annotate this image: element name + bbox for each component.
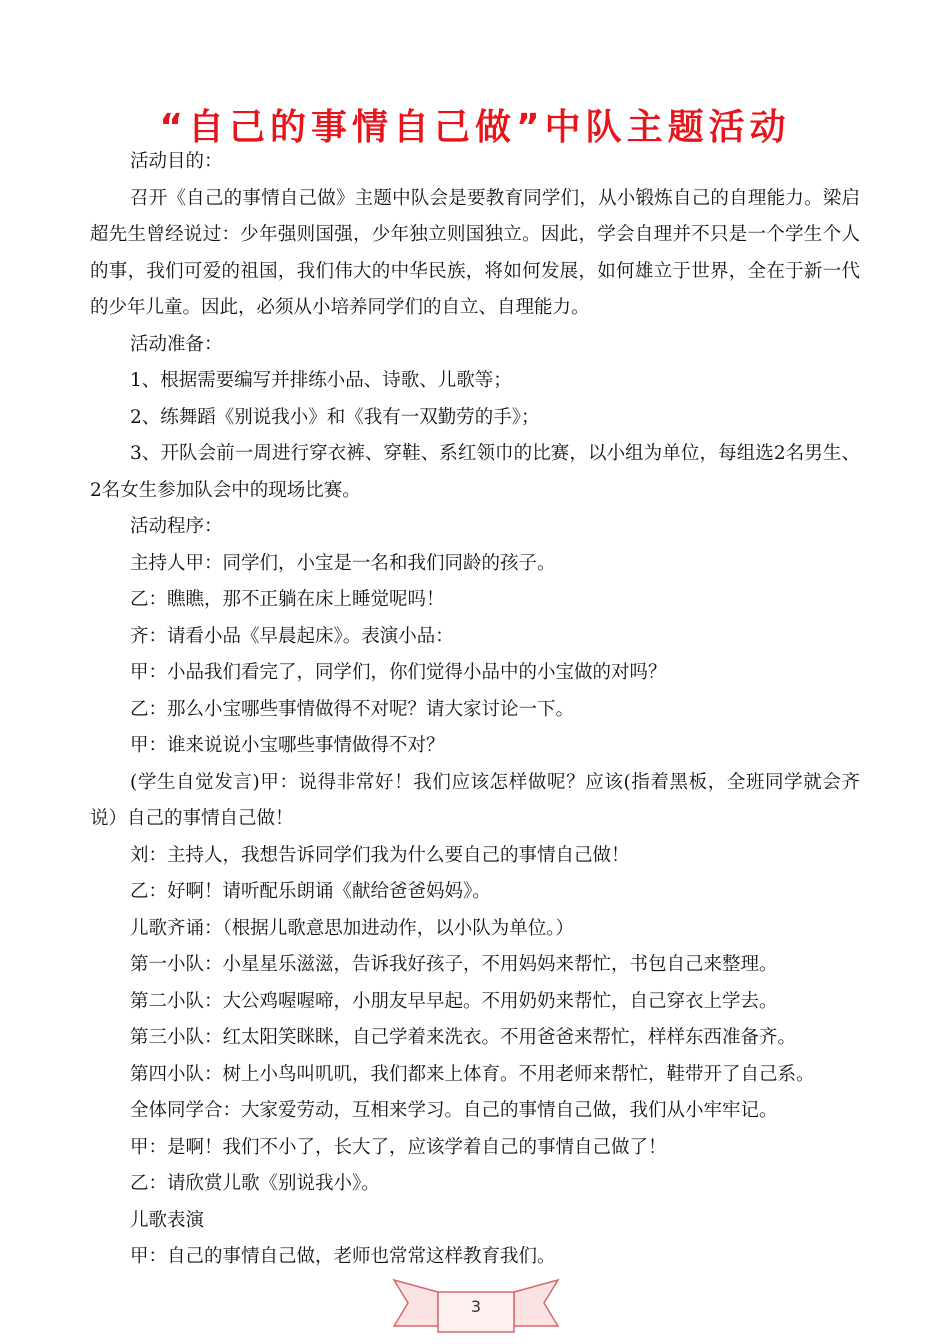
body-paragraph: 刘：主持人，我想告诉同学们我为什么要自己的事情自己做！ xyxy=(130,844,630,866)
body-paragraph: 乙：瞧瞧，那不正躺在床上睡觉呢吗！ xyxy=(130,589,445,610)
body-paragraph: 甲：小品我们看完了，同学们，你们觉得小品中的小宝做的对吗？ xyxy=(130,662,667,683)
body-paragraph: 第四小队：树上小鸟叫叽叽，我们都来上体育。不用老师来帮忙，鞋带开了自己系。 xyxy=(130,1063,815,1085)
page-number: 3 xyxy=(470,1297,482,1316)
body-paragraph: 召开《自己的事情自己做》主题中队会是要教育同学们，从小锻炼自己的自理能力。梁启超先生曾经说过：少年强则国强，少年独立则国独立。因此，学会自理并不只是一个学生个人的事，我们可爱的祖国，我们伟大的中华民族，将如何发展，如何雄立于世界，全在于新一代的少年儿童。因此，必须从小培养同学们的自立、自理能力。 xyxy=(90,187,860,318)
body-paragraph: 活动目的： xyxy=(130,151,223,172)
body-paragraph: 甲：自己的事情自己做，老师也常常这样教育我们。 xyxy=(130,1246,556,1267)
body-paragraph: 乙：请欣赏儿歌《别说我小》。 xyxy=(130,1173,380,1194)
body-paragraph: 儿歌表演 xyxy=(130,1209,205,1231)
body-paragraph: 活动程序： xyxy=(130,516,223,537)
body-paragraph: 3、开队会前一周进行穿衣裤、穿鞋、系红领巾的比赛，以小组为单位，每组选2名男生、2名女生参加队会中的现场比赛。 xyxy=(90,443,860,501)
document-body xyxy=(90,144,860,1276)
body-paragraph: 全体同学合：大家爱劳动，互相来学习。自己的事情自己做，我们从小牢牢记。 xyxy=(130,1100,778,1121)
document-title: “自己的事情自己做”中队主题活动 xyxy=(159,107,791,148)
body-paragraph: 甲：是啊！我们不小了，长大了，应该学着自己的事情自己做了！ xyxy=(130,1136,667,1158)
body-paragraph: 乙：好啊！请听配乐朗诵《献给爸爸妈妈》。 xyxy=(130,881,491,902)
body-paragraph: (学生自觉发言)甲：说得非常好！我们应该怎样做呢？应该(指着黑板，全班同学就会齐说）自己的事情自己做！ xyxy=(90,771,860,829)
body-paragraph: 主持人甲：同学们，小宝是一名和我们同龄的孩子。 xyxy=(130,552,556,574)
body-paragraph: 甲：谁来说说小宝哪些事情做得不对？ xyxy=(130,735,445,756)
body-paragraph: 第一小队：小星星乐滋滋，告诉我好孩子，不用妈妈来帮忙，书包自己来整理。 xyxy=(130,954,778,975)
body-paragraph: 1、根据需要编写并排练小品、诗歌、儿歌等； xyxy=(130,370,512,391)
body-paragraph: 齐：请看小品《早晨起床》。表演小品： xyxy=(130,625,454,647)
body-paragraph: 第三小队：红太阳笑眯眯，自己学着来洗衣。不用爸爸来帮忙，样样东西准备齐。 xyxy=(130,1027,797,1048)
body-paragraph: 2、练舞蹈《别说我小》和《我有一双勤劳的手》； xyxy=(130,406,540,428)
body-paragraph: 儿歌齐诵：（根据儿歌意思加进动作，以小队为单位。） xyxy=(130,917,575,939)
body-paragraph: 乙：那么小宝哪些事情做得不对呢？请大家讨论一下。 xyxy=(130,698,575,720)
body-paragraph: 活动准备： xyxy=(130,333,223,355)
body-paragraph: 第二小队：大公鸡喔喔啼，小朋友早早起。不用奶奶来帮忙，自己穿衣上学去。 xyxy=(130,990,778,1012)
